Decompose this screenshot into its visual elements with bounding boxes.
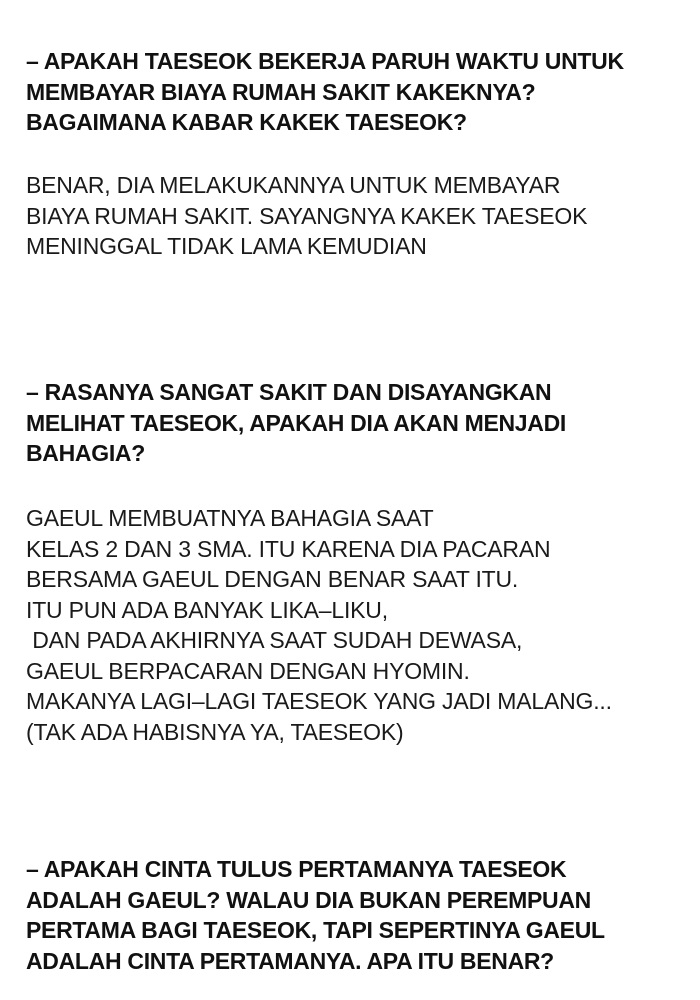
answer-1 [26, 170, 686, 262]
question-1 [26, 46, 686, 138]
question-3-line-3: PERTAMA BAGI TAESEOK, TAPI SEPERTINYA GAEUL [26, 917, 605, 943]
answer-2-line-2: KELAS 2 DAN 3 SMA. ITU KARENA DIA PACARAN [26, 535, 551, 562]
answer-2 [26, 503, 686, 747]
answer-1-line-3: MENINGGAL TIDAK LAMA KEMUDIAN [26, 233, 427, 259]
question-2-line-1: – RASANYA SANGAT SAKIT DAN DISAYANGKAN [26, 379, 552, 405]
answer-2-line-6: GAEUL BERPACARAN DENGAN HYOMIN. [26, 657, 470, 684]
question-2 [26, 377, 686, 469]
question-3-line-4: ADALAH CINTA PERTAMANYA. APA ITU BENAR? [26, 947, 554, 974]
question-3 [26, 854, 686, 976]
answer-2-line-1: GAEUL MEMBUATNYA BAHAGIA SAAT [26, 505, 434, 531]
question-3-line-1: – APAKAH CINTA TULUS PERTAMANYA TAESEOK [26, 856, 567, 882]
answer-1-line-2: BIAYA RUMAH SAKIT. SAYANGNYA KAKEK TAESEOK [26, 202, 588, 229]
answer-2-line-8: (TAK ADA HABISNYA YA, TAESEOK) [26, 718, 404, 745]
question-2-line-2: MELIHAT TAESEOK, APAKAH DIA AKAN MENJADI [26, 409, 567, 436]
answer-2-line-4: ITU PUN ADA BANYAK LIKA–LIKU, [26, 596, 388, 623]
question-1-line-3: BAGAIMANA KABAR KAKEK TAESEOK? [26, 109, 467, 135]
answer-2-line-5: DAN PADA AKHIRNYA SAAT SUDAH DEWASA, [26, 627, 523, 653]
answer-1-line-1: BENAR, DIA MELAKUKANNYA UNTUK MEMBAYAR [26, 172, 561, 198]
question-1-line-1: – APAKAH TAESEOK BEKERJA PARUH WAKTU UNTUK [26, 48, 624, 74]
answer-2-line-3: BERSAMA GAEUL DENGAN BENAR SAAT ITU. [26, 566, 519, 592]
answer-2-line-7: MAKANYA LAGI–LAGI TAESEOK YANG JADI MALANG... [26, 688, 612, 714]
question-2-line-3: BAHAGIA? [26, 440, 145, 466]
question-1-line-2: MEMBAYAR BIAYA RUMAH SAKIT KAKEKNYA? [26, 78, 536, 105]
question-3-line-2: ADALAH GAEUL? WALAU DIA BUKAN PEREMPUAN [26, 886, 591, 913]
